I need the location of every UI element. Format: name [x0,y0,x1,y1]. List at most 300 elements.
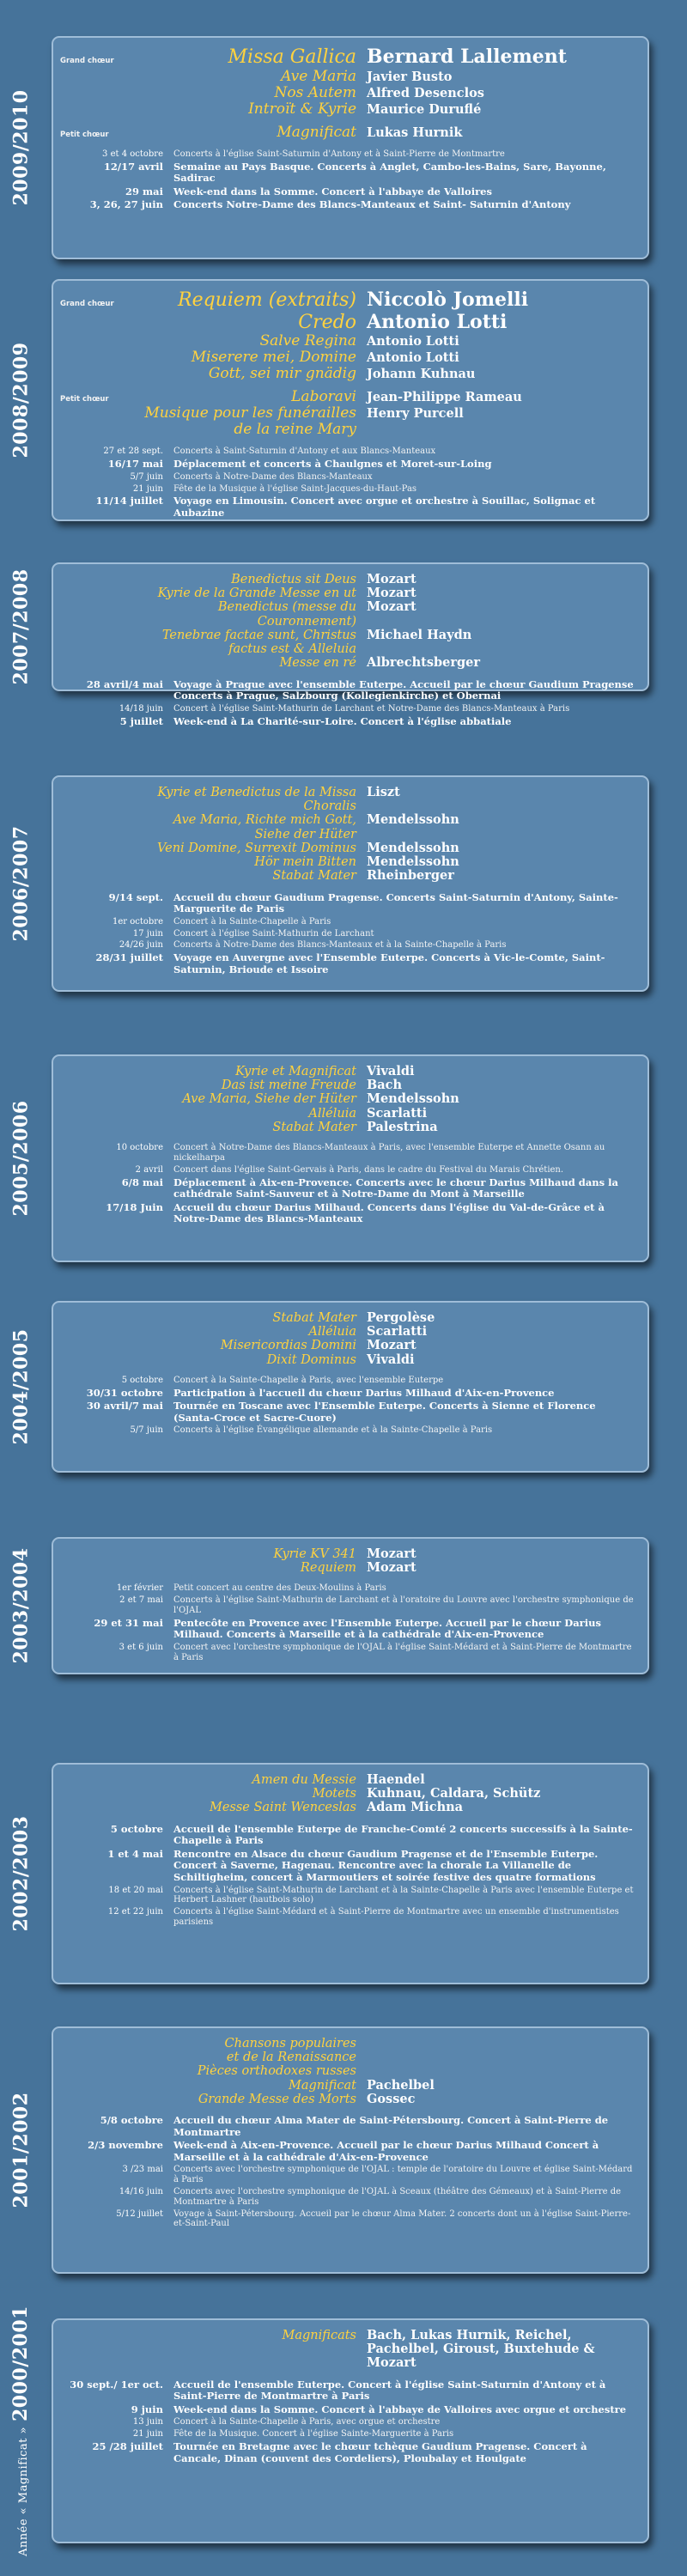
season-section [0,1301,687,1473]
event-date: 5 octobre [110,1822,163,1835]
event-date: 30 sept./ 1er oct. [70,2378,163,2391]
work-title: Miserere mei, Domine [191,349,356,367]
composer-name: Mendelssohn [367,812,459,828]
choir-label: Grand chœur [60,300,114,308]
work-title: Misericordias Domini [220,1339,356,1353]
repertoire-row [60,85,637,101]
event-date: 14/18 juin [119,703,163,714]
event-row [60,940,637,951]
season-year-label [3,1537,38,1674]
event-date: 1 et 4 mai [107,1847,163,1860]
work-title: Motets [312,1787,356,1801]
event-row [60,1143,637,1163]
events-list [60,447,637,519]
event-date: 11/14 juillet [95,495,163,507]
event-row [60,1400,637,1424]
work-title: Gott, sei mir gnädig [208,365,356,383]
event-text: Week-end à La Charité-sur-Loire. Concert à l'église abbatiale [173,714,512,727]
event-text: Tournée en Bretagne avec le chœur tchèque Gaudium Pragense. Concert à Cancale, Dinan (couvent des Cordeliers), Ploubalay et Houlgate [173,2439,587,2464]
event-row [60,149,637,160]
event-row [60,1177,637,1200]
repertoire-list [60,2329,637,2371]
composer-name: Johann Kuhnau [367,367,476,382]
composer-name: Liszt [367,785,400,799]
repertoire-row [60,1773,637,1787]
event-date: 3, 26, 27 juin [89,198,163,211]
choir-label: Petit chœur [60,395,109,404]
event-text: Concert à Notre-Dame des Blancs-Manteaux à Paris, avec l'ensemble Euterpe et Annette Osann au nickelharpa [173,1143,605,1163]
work-title: Dixit Dominus [266,1352,356,1367]
composer-name: Bach [367,1078,403,1093]
composer-name: Lukas Hurnik [367,125,463,140]
event-text: Concert à l'église Saint-Mathurin de Larchant [173,928,374,939]
event-text: Semaine au Pays Basque. Concerts à Anglet, Cambo-les-Bains, Sare, Bayonne, Sadirac [173,160,606,185]
event-text: Accueil du chœur Alma Mater de Saint-Pétersbourg. Concert à Saint-Pierre de Montmartre [173,2114,609,2138]
repertoire-row [60,405,637,438]
work-title: Hör mein Bitten [254,855,356,870]
season-year: 2001/2002 [9,2092,32,2208]
work-title: Chansons populaires [224,2037,356,2050]
event-row [60,2115,637,2138]
composer-name: Vivaldi [367,1352,415,1367]
event-date: 2 et 7 mai [119,1595,163,1606]
composer-name: Mozart [367,599,416,615]
event-text: Accueil du chœur Gaudium Pragense. Concerts Saint-Saturnin d'Antony, Sainte-Marguerite de Paris [173,890,618,915]
repertoire-list [60,1547,637,1575]
season-year-label [3,1763,38,1984]
event-date: 30/31 octobre [86,1386,163,1399]
event-row [60,716,637,728]
composer-name: Mozart [367,1560,416,1576]
event-row [60,484,637,495]
season-year-label [3,36,38,259]
event-text: Voyage en Auvergne avec l'Ensemble Euterpe. Concerts à Vic-le-Comte, Saint-Saturnin, Brioude et Issoire [173,951,605,975]
repertoire-row [60,841,637,855]
events-list [60,149,637,211]
event-row [60,2187,637,2208]
repertoire-list [60,786,637,884]
season-year: 2003/2004 [9,1547,32,1664]
work-title: et de la Renaissance [226,2050,356,2065]
repertoire-row [60,1092,637,1106]
event-date: 12 et 22 juin [107,1907,163,1917]
work-title: Ave Maria, Siehe der Hüter [182,1092,356,1107]
repertoire-row [60,1353,637,1367]
composer-name: Rheinberger [367,868,454,884]
event-text: Accueil du chœur Darius Milhaud. Concerts dans l'église du Val-de-Grâce et à Notre-Dame des Blancs-Manteaux [173,1200,605,1225]
season-card [52,1537,649,1674]
composer-name: Scarlatti [367,1324,428,1340]
event-text: Concert à la Sainte-Chapelle à Paris, avec l'ensemble Euterpe [173,1375,444,1385]
repertoire-row [60,813,637,841]
event-text: Déplacement à Aix-en-Provence. Concerts avec le chœur Darius Milhaud dans la cathédrale Saint-Sauveur et à Notre-Dame du Mont à Marseille [173,1176,618,1200]
repertoire-list [60,46,637,141]
repertoire-row [60,69,637,85]
season-section [0,1537,687,1674]
season-card [52,2026,649,2274]
season-year: 2009/2010 [9,89,32,206]
event-date: 6/8 mai [121,1176,163,1188]
event-row [60,2209,637,2230]
event-row [60,199,637,211]
event-row [60,929,637,939]
season-card [52,36,649,259]
season-card [52,1054,649,1262]
season-section [0,562,687,727]
event-text: Concert dans l'église Saint-Gervais à Paris, dans le cadre du Festival du Marais Chrétien. [173,1164,564,1175]
season-section [0,2026,687,2274]
event-row [60,1376,637,1386]
work-title: Introït & Kyrie [248,100,356,118]
work-title: Magnificat [277,123,356,141]
composer-name: Mendelssohn [367,840,459,855]
event-text: Voyage à Prague avec l'ensemble Euterpe. Accueil par le chœur Gaudium Pragense Concerts à Prague, Salzbourg (Kollegienkirche) et Obernai [173,677,634,702]
season-section [0,1054,687,1262]
composer-name: Mendelssohn [367,854,459,870]
event-row [60,459,637,471]
event-date: 16/17 mai [107,458,163,471]
work-title: Messe Saint Wenceslas [210,1801,356,1815]
event-row [60,1165,637,1176]
event-row [60,1886,637,1906]
repertoire-row [60,2064,637,2078]
event-row [60,917,637,927]
season-card [52,1763,649,1984]
event-row [60,1618,637,1641]
composer-name: Antonio Lotti [367,350,459,366]
event-text: Week-end à Aix-en-Provence. Accueil par le chœur Darius Milhaud Concert à Marseille et à la cathédrale d'Aix-en-Provence [173,2139,599,2163]
repertoire-row [60,1561,637,1575]
event-row [60,2417,637,2427]
events-list [60,1824,637,1928]
event-row [60,2404,637,2416]
composer-name: Javier Busto [367,69,453,84]
repertoire-row [60,1339,637,1352]
work-title: Stabat Mater [272,869,356,884]
event-date: 3 et 6 juin [119,1642,163,1652]
season-section [0,36,687,259]
event-text: Pentecôte en Provence avec l'Ensemble Euterpe. Accueil par le chœur Darius Milhaud. Concerts à Marseille et à la cathédrale d'Aix-en-Provence [173,1616,601,1641]
work-title: Alléluia [308,1106,356,1121]
choir-label: Grand chœur [60,57,114,65]
work-title: Messe en ré [279,656,356,671]
event-date: 3 et 4 octobre [102,149,163,159]
work-title: Magnificat [288,2078,356,2093]
repertoire-row [60,573,637,586]
repertoire-row [60,1065,637,1078]
repertoire-list [60,1773,637,1815]
composer-name: Gossec [367,2091,416,2106]
event-text: Concert à l'église Saint-Mathurin de Larchant et Notre-Dame des Blancs-Manteaux à Paris [173,703,570,714]
work-title: Grande Messe des Morts [198,2092,356,2106]
event-date: 5/12 juillet [116,2208,163,2219]
repertoire-row [60,1547,637,1561]
repertoire-list [60,1311,637,1367]
repertoire-list [60,1065,637,1134]
event-date: 2/3 novembre [88,2139,163,2152]
event-row [60,1643,637,1663]
repertoire-row [60,2093,637,2106]
event-date: 28 avril/4 mai [86,677,163,690]
repertoire-row [60,1801,637,1814]
event-date: 5/8 octobre [100,2114,163,2127]
work-title: Benedictus sit Deus [231,573,356,586]
work-title: Alléluia [308,1325,356,1340]
composer-name: Mozart [367,572,416,586]
repertoire-list [60,573,637,671]
composer-name: Mozart [367,586,416,601]
event-text: Concerts à Notre-Dame des Blancs-Manteaux [173,471,373,482]
season-card [52,562,649,727]
repertoire-list [60,289,637,438]
repertoire-row [60,2037,637,2050]
events-list [60,2379,637,2464]
events-list [60,892,637,976]
event-row [60,1202,637,1225]
work-title: Requiem [300,1561,356,1576]
repertoire-row [60,333,637,349]
season-subtitle: Année « Magnificat » [17,2427,30,2556]
event-text: Concerts à l'église Évangélique allemande et à la Sainte-Chapelle à Paris [173,1425,493,1436]
work-title: Requiem (extraits) [178,289,356,311]
composer-name: Albrechtsberger [367,655,481,671]
event-date: 5/7 juin [130,1425,163,1436]
season-year-label [3,1301,38,1473]
composer-name: Niccolò Jomelli [367,289,529,311]
season-card [52,2318,649,2543]
season-year-label [3,2026,38,2274]
event-date: 25 /28 juillet [92,2439,163,2452]
work-title: Kyrie KV 341 [273,1547,356,1561]
season-year: 2007/2008 [9,568,32,685]
composer-name: Pergolèse [367,1310,435,1325]
event-text: Fête de la Musique à l'église Saint-Jacques-du-Haut-Pas [173,483,417,494]
event-date: 3 /23 mai [122,2165,163,2175]
event-text: Week-end dans la Somme. Concert à l'abbaye de Valloires avec orgue et orchestre [173,2403,627,2415]
repertoire-row [60,786,637,813]
event-row [60,2140,637,2163]
event-date: 21 juin [132,2429,163,2439]
event-date: 21 juin [132,483,163,494]
repertoire-row [60,629,637,656]
event-text: Tournée en Toscane avec l'Ensemble Euterpe. Concerts à Sienne et Florence (Santa-Croce et Sacre-Cuore) [173,1400,596,1424]
event-date: 13 juin [132,2417,163,2427]
event-row [60,704,637,714]
repertoire-row [60,1787,637,1801]
repertoire-row [60,1325,637,1339]
composer-name: Adam Michna [367,1800,464,1815]
repertoire-list [60,2037,637,2106]
event-row [60,2165,637,2185]
composer-name: Alfred Desenclos [367,85,484,100]
event-row [60,1849,637,1884]
work-title: Kyrie de la Grande Messe en ut [157,586,356,601]
event-date: 12/17 avril [103,160,163,173]
work-title: Salve Regina [259,332,356,350]
repertoire-row [60,600,637,628]
event-text: Déplacement et concerts à Chaulgnes et Moret-sur-Loing [173,458,492,471]
event-row [60,447,637,457]
repertoire-row [60,1311,637,1325]
event-text: Rencontre en Alsace du chœur Gaudium Pragense et de l'Ensemble Euterpe. Concert à Saverne, Hagenau. Rencontre avec la chorale La Villanelle de Schiltigheim, concert à Marmoutiers et soirée festive des quatre formations [173,1847,599,1883]
event-row [60,1907,637,1928]
event-row [60,1425,637,1436]
event-date: 29 et 31 mai [94,1616,163,1629]
event-text: Concert à la Sainte-Chapelle à Paris, avec orgue et orchestre [173,2417,441,2427]
event-text: Accueil de l'ensemble Euterpe de Franche-Comté 2 concerts successifs à la Sainte-Chapelle à Paris [173,1822,633,1847]
work-title: Pièces orthodoxes russes [197,2064,356,2079]
event-row [60,2379,637,2403]
composer-name: Mozart [367,1338,416,1353]
event-row [60,495,637,519]
composer-name: Pachelbel [367,2077,435,2093]
work-title: Missa Gallica [228,46,356,68]
season-year-label [3,2306,38,2556]
event-date: 10 octobre [116,1143,163,1153]
season-year: 2006/2007 [9,825,32,942]
event-text: Concerts à Notre-Dame des Blancs-Manteaux et à la Sainte-Chapelle à Paris [173,940,507,951]
season-card [52,279,649,521]
composer-name: Antonio Lotti [367,310,508,333]
event-text: Concert avec l'orchestre symphonique de l'OJAL à l'église Saint-Médard et à Saint-Pierre de Montmartre à Paris [173,1642,632,1662]
event-text: Concerts à l'église Saint-Mathurin de Larchant et à l'oratoire du Louvre avec l'orchestre symphonique de l'OJAL [173,1595,634,1616]
event-text: Participation à l'accueil du chœur Darius Milhaud d'Aix-en-Provence [173,1386,555,1399]
work-title: Amen du Messie [252,1773,356,1787]
composer-name: Mozart [367,1546,416,1561]
work-title: Kyrie et Magnificat [235,1065,356,1078]
event-date: 14/16 juin [119,2187,163,2197]
event-row [60,472,637,483]
repertoire-row [60,869,637,883]
event-text: Voyage à Saint-Pétersbourg. Accueil par le chœur Alma Mater. 2 concerts dont un à l'église Saint-Pierre-et-Saint-Paul [173,2208,631,2229]
repertoire-row [60,101,637,118]
event-row [60,952,637,975]
composer-name: Kuhnau, Caldara, Schütz [367,1786,541,1801]
event-text: Concerts à l'église Saint-Saturnin d'Antony et à Saint-Pierre de Montmartre [173,149,505,159]
event-date: 9/14 sept. [108,890,163,903]
event-date: 28/31 juillet [95,951,163,964]
event-row [60,2429,637,2439]
season-section [0,2306,687,2556]
event-date: 29 mai [125,185,163,197]
event-date: 18 et 20 mai [108,1885,163,1895]
event-date: 27 et 28 sept. [103,447,163,457]
event-text: Week-end dans la Somme. Concert à l'abbaye de Valloires [173,185,492,197]
composer-name: Bach, Lukas Hurnik, Reichel, Pachelbel, Giroust, Buxtehude & Mozart [367,2328,595,2371]
season-year-label [3,1054,38,1262]
season-card [52,1301,649,1473]
event-text: Voyage en Limousin. Concert avec orgue et orchestre à Souillac, Solignac et Aubazine [173,495,596,519]
event-text: Fête de la Musique. Concert à l'église Sainte-Marguerite à Paris [173,2429,454,2439]
event-date: 5/7 juin [130,471,163,482]
composer-name: Jean-Philippe Rameau [367,390,522,405]
work-title: Credo [298,311,356,333]
repertoire-row [60,349,637,366]
composer-name: Scarlatti [367,1105,428,1121]
work-title: Benedictus (messe du Couronnement) [217,600,356,629]
event-row [60,161,637,185]
work-title: Stabat Mater [272,1311,356,1325]
repertoire-row [60,366,637,382]
composer-name: Henry Purcell [367,406,464,422]
choir-label: Petit chœur [60,130,109,139]
work-title: Magnificats [282,2329,356,2342]
event-text: Concerts avec l'orchestre symphonique de l'OJAL : temple de l'oratoire du Louvre et église Saint-Médard à Paris [173,2165,633,2185]
work-title: Tenebrae factae sunt, Christus factus est & Alleluia [161,628,356,657]
repertoire-row [60,125,637,141]
repertoire-row [60,855,637,869]
season-year: 2004/2005 [9,1328,32,1445]
season-section [0,279,687,521]
event-row [60,679,637,702]
event-text: Concerts à l'église Saint-Mathurin de Larchant et à la Sainte-Chapelle à Paris avec l'ensemble Euterpe et Herbert Lashner (hautbois solo) [173,1885,634,1905]
composer-name: Mendelssohn [367,1091,459,1107]
work-title: Ave Maria [281,67,356,85]
event-date: 24/26 juin [119,940,163,951]
repertoire-row [60,46,637,69]
season-year: 2005/2006 [9,1100,32,1217]
season-year: 2008/2009 [9,342,32,459]
season-section [0,775,687,992]
event-text: Accueil de l'ensemble Euterpe. Concert à l'église Saint-Saturnin d'Antony et à Saint-Pierre de Montmartre à Paris [173,2378,606,2403]
work-title: Veni Domine, Surrexit Dominus [156,841,356,855]
event-row [60,2441,637,2464]
events-list [60,1143,637,1225]
event-date: 30 avril/7 mai [86,1400,163,1413]
repertoire-row [60,312,637,334]
season-year-wrap [9,2306,32,2556]
event-text: Concert à la Sainte-Chapelle à Paris [173,916,331,927]
work-title: Ave Maria, Richte mich Gott, Siehe der Hüter [173,813,356,841]
repertoire-row [60,1078,637,1092]
event-row [60,186,637,198]
repertoire-row [60,1107,637,1121]
repertoire-row [60,289,637,312]
season-year-label [3,279,38,521]
season-year-label [3,775,38,992]
events-list [60,1376,637,1436]
event-date: 9 juin [131,2403,163,2415]
composer-name: Maurice Duruflé [367,101,482,117]
event-row [60,1388,637,1400]
event-date: 17/18 Juin [106,1200,163,1213]
composer-name: Michael Haydn [367,627,472,642]
work-title: Nos Autem [274,83,356,101]
composer-name: Antonio Lotti [367,334,459,349]
event-date: 1er février [116,1583,163,1594]
composer-name: Bernard Lallement [367,46,567,68]
season-card [52,775,649,992]
repertoire-row [60,2079,637,2093]
work-title: Musique pour les funérailles de la reine Mary [144,404,356,439]
season-year-text: 2000/2001 [9,2306,32,2422]
event-text: Concerts à Saint-Saturnin d'Antony et aux Blancs-Manteaux [173,447,436,457]
repertoire-row [60,586,637,600]
event-text: Concerts avec l'orchestre symphonique de l'OJAL à Sceaux (théâtre des Gémeaux) et à Saint-Pierre de Montmartre à Paris [173,2187,622,2207]
events-list [60,2115,637,2229]
event-text: Concerts Notre-Dame des Blancs-Manteaux et Saint- Saturnin d'Antony [173,198,571,211]
event-date: 2 avril [135,1164,163,1175]
season-section [0,1763,687,1984]
repertoire-row [60,389,637,405]
event-row [60,1595,637,1616]
repertoire-row [60,2050,637,2064]
repertoire-row [60,656,637,670]
repertoire-row [60,2329,637,2371]
events-list [60,1583,637,1662]
event-date: 5 juillet [119,714,163,727]
work-title: Stabat Mater [272,1120,356,1134]
